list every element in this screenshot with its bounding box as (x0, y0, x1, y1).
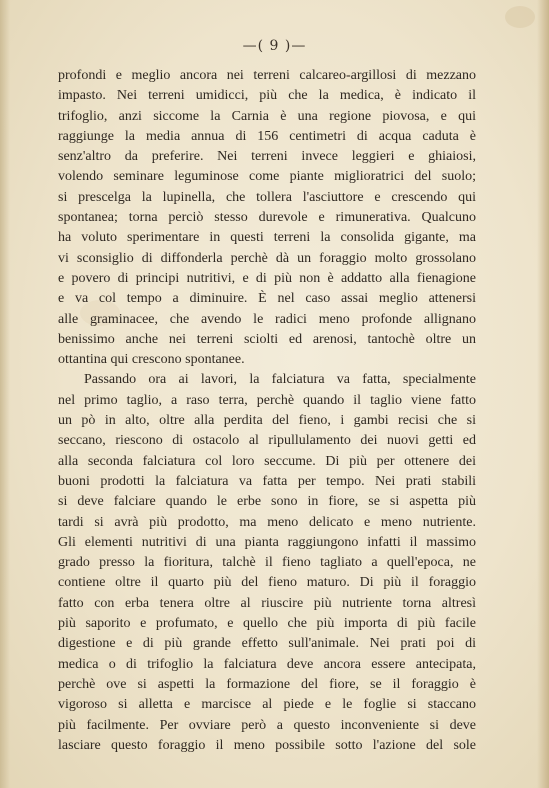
text-line: medica o di trifoglio la falciatura deve ancora essere antecipata, (58, 656, 476, 672)
text-line: fatto con erba tenera oltre al riuscire più nutriente torna altresì (58, 595, 476, 611)
text-line: Gli elementi nutritivi di una pianta raggiungono infatti il massimo (58, 534, 476, 550)
text-line: profondi e meglio ancora nei terreni calcareo-argillosi di mezzano (58, 68, 476, 83)
text-line: buoni prodotti la falciatura va fatta per tempo. Nei prati stabili (58, 473, 476, 489)
text-line: alla seconda falciatura col loro seccume. Di più per ottenere dei (58, 453, 476, 469)
text-line: benissimo anche nei terreni sciolti ed arenosi, tantochè oltre un (58, 331, 476, 347)
paragraph (58, 370, 476, 756)
text-line: raggiunge la media annua di 156 centimetri di acqua caduta è (58, 128, 476, 144)
paper-stain (505, 6, 535, 28)
text-line: si deve falciare quando le erbe sono in fiore, se si aspetta più (58, 494, 476, 510)
text-line: vigoroso si alletta e marcisce al piede e le foglie si staccano (58, 697, 476, 713)
text-line: più saporito e profumato, e quello che più importa di più facile (58, 616, 476, 632)
text-line: ha voluto sperimentare in questi terreni la consolida gigante, ma (58, 230, 476, 246)
text-line: impasto. Nei terreni umidicci, più che la medica, è indicato il (58, 88, 476, 104)
text-line: contiene oltre il quarto più del fieno maturo. Di più il foraggio (58, 575, 476, 591)
text-line: e povero di principi nutritivi, e di più non è addatto alla fienagione (58, 270, 476, 286)
page-edge-right (537, 0, 549, 788)
text-line: tardi si avrà più prodotto, ma meno delicato e meno nutriente. (58, 514, 476, 530)
page-edge-left (0, 0, 10, 788)
text-line: e va col tempo a diminuire. È nel caso assai meglio attenersi (58, 291, 476, 307)
text-line: alle graminacee, che avendo le radici meno profonde allignano (58, 311, 476, 327)
text-line: seccano, riescono di ostacolo al ripullulamento dei nuovi getti ed (58, 433, 476, 449)
page-number: —( 9 )— (242, 38, 307, 54)
text-line: un pò in alto, oltre alla perdita del fieno, i gambi recisi che si (58, 413, 476, 429)
text-line: spontanea; torna perciò stesso durevole e rimunerativa. Qualcuno (58, 210, 476, 226)
text-line: più facilmente. Per ovviare però a questo inconveniente si deve (58, 717, 476, 733)
text-line: si prescelga la lupinella, che tollera l'asciuttore e crescendo qui (58, 189, 476, 205)
text-line: digestione e di più grande effetto sull'animale. Nei prati poi di (58, 636, 476, 652)
text-line: volendo seminare leguminose come piante miglioratrici del suolo; (58, 169, 476, 185)
text-line: vi sconsiglio di diffonderla perchè dà un foraggio molto grossolano (58, 250, 476, 266)
text-line: trifoglio, anzi siccome la Carnia è una regione piovosa, e qui (58, 108, 476, 124)
paragraph (58, 66, 476, 370)
text-line: nel primo taglio, a raso terra, perchè quando il taglio viene fatto (58, 392, 476, 408)
text-line: senz'altro da preferire. Nei terreni invece leggieri e ghiaiosi, (58, 149, 476, 165)
body-text (58, 66, 476, 756)
text-line: grado presso la fioritura, talchè il fieno tagliato a quell'epoca, ne (58, 555, 476, 571)
text-line: lasciare questo foraggio il meno possibile sotto l'azione del sole (58, 737, 476, 753)
text-line: ottantina qui crescono spontanee. (58, 352, 245, 368)
text-line: perchè ove si aspetti la formazione del fiore, se il foraggio è (58, 676, 476, 692)
text-line: Passando ora ai lavori, la falciatura va fatta, specialmente (84, 372, 476, 388)
